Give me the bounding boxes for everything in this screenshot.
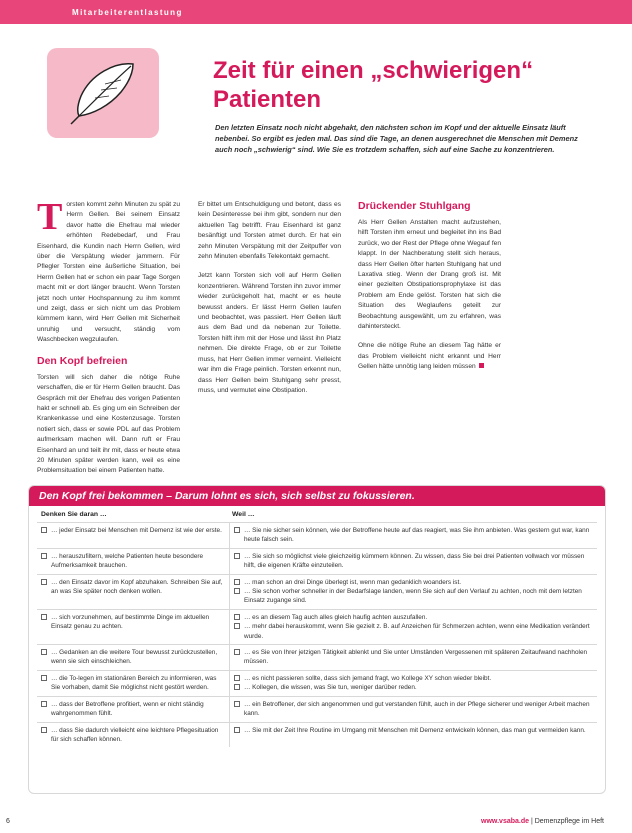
footer xyxy=(481,818,604,825)
checkbox-icon[interactable] xyxy=(234,727,240,733)
checklist-item-text: … Gedanken an die weitere Tour bewusst zurückzustellen, wenn sie sich einschleichen. xyxy=(51,649,218,666)
checklist-cell-right xyxy=(229,697,597,722)
checklist-item xyxy=(234,726,593,735)
checkbox-icon[interactable] xyxy=(234,649,240,655)
checklist-item-text: … den Einsatz davor im Kopf abzuhaken. Schreiben Sie auf, an was Sie später noch denken wollen. xyxy=(51,578,223,596)
checklist-item xyxy=(234,578,593,587)
checklist-item xyxy=(234,526,593,545)
checklist-item xyxy=(234,622,593,641)
checklist-cell-left xyxy=(37,610,229,644)
section-heading: Den Kopf befreien xyxy=(37,354,128,367)
section-kicker: Mitarbeiterentlastung xyxy=(72,8,183,17)
checklist-item-text: … es nicht passieren sollte, dass sich jemand fragt, wo Kollege XY schon wieder bleibt. xyxy=(244,674,492,682)
footer-publication: Demenzpflege im Heft xyxy=(534,818,604,825)
checklist-title: Den Kopf frei bekommen – Darum lohnt es sich, sich selbst zu fokussieren. xyxy=(39,490,415,502)
paragraph: Torsten will sich daher die nötige Ruhe verschaffen, die er für Herrn Gellen braucht. Das Gespräch mit der Ehefrau des vorigen Patienten hakt er schnell ab. Es ging um ein Schreiben der Krankenkasse und eine Kostenzusage. Torsten notiert sich, dass er sowie PDL auf das Problem aufmerksam machen will. Dann ruft er Frau Eisenhard an und teilt ihr mit, dass er heute etwa 20 Minuten später werden kann, weil es eine Problemsituation bei einem Patienten hatte. xyxy=(37,373,180,475)
column-header-right: Weil … xyxy=(232,511,255,518)
checklist-item xyxy=(41,526,225,535)
checklist-row xyxy=(37,574,597,609)
checklist-cell-left xyxy=(37,575,229,609)
checkbox-icon[interactable] xyxy=(41,727,47,733)
checklist-item xyxy=(234,674,593,683)
header-bar xyxy=(0,0,632,24)
checklist-item xyxy=(234,700,593,719)
paragraph xyxy=(358,341,501,372)
checklist-rows xyxy=(37,522,597,747)
checklist-item-text: … Sie sich so möglichst viele gleichzeitig kümmern können. Zu wissen, dass Sie bei drei Patienten vollwach vor müssen hilft, die eigenen Kräfte einzuteilen. xyxy=(244,552,585,570)
checklist-cell-right xyxy=(229,645,597,670)
checklist-row xyxy=(37,722,597,748)
checklist-item xyxy=(41,700,225,719)
article-column-2 xyxy=(198,200,341,405)
checklist-item xyxy=(234,648,593,667)
checklist-item xyxy=(234,587,593,606)
checkbox-icon[interactable] xyxy=(234,701,240,707)
checklist-row xyxy=(37,548,597,574)
checklist-item-text: … Sie mit der Zeit Ihre Routine im Umgang mit Menschen mit Demenz entwickeln können, das man gut vermeiden kann. xyxy=(244,726,586,734)
checklist-cell-left xyxy=(37,549,229,574)
article-column-1 xyxy=(37,196,180,486)
checklist-item-text: … man schon an drei Dinge überlegt ist, wenn man gedanklich woanders ist. xyxy=(244,578,462,586)
drop-cap: T xyxy=(37,196,63,238)
checkbox-icon[interactable] xyxy=(234,553,240,559)
article-title: Zeit für einen „schwierigen“ Patienten xyxy=(213,57,534,113)
section-heading: Drückender Stuhlgang xyxy=(358,200,471,212)
paragraph: Als Herr Gellen Anstalten macht aufzustehen, hilft Torsten ihm erneut und begleitet ihn ins Bad zurück, wo der Rest der Pflege ohne Wegauf fen klappt. In der Nachberatung stellt sich heraus, dass Herr Gellen öfter harten Stuhlgang hat und Laxativa stieg. Wenn der Drang groß ist. Mit einer gezielten Obstipationsprophylaxe ist das Problem am Ende gelöst. Torsten hat sich die Situation des Weglaufens geteilt zur Beobachtung ausgewählt, um zu erfahren, was dahintersteckt. xyxy=(358,219,501,331)
checklist-cell-left xyxy=(37,697,229,722)
checklist-item-text: … dass Sie dadurch vielleicht eine leichtere Pflegesituation für sich schaffen können. xyxy=(51,726,219,743)
checklist-row xyxy=(37,696,597,722)
checklist-cell-left xyxy=(37,671,229,696)
checklist-item xyxy=(234,613,593,622)
checklist-item-text: … es an diesem Tag auch alles gleich haufig achten auszufallen. xyxy=(244,613,428,621)
checklist-cell-right xyxy=(229,671,597,696)
checkbox-icon[interactable] xyxy=(41,675,47,681)
paragraph xyxy=(37,196,180,346)
footer-separator: | xyxy=(530,818,535,825)
paragraph: Er bittet um Entschuldigung und betont, dass es kein Desinteresse bei ihm gibt, sondern nur den aktuellen Tag betrifft. Frau Eisenhard ist ganz besänftigt und Torsten atmet durch. Er hat ein zehn Minuten Verspätung mit der Zeitpuffer von zehn Minuten ebenfalls Telekontakt gemacht. xyxy=(198,201,341,261)
checkbox-icon[interactable] xyxy=(234,588,240,594)
checkbox-icon[interactable] xyxy=(234,527,240,533)
checklist-cell-left xyxy=(37,523,229,548)
checklist-cell-right xyxy=(229,723,597,748)
checklist-item xyxy=(234,683,593,692)
checklist-item xyxy=(41,578,225,597)
checklist-cell-right xyxy=(229,523,597,548)
checklist-item xyxy=(41,552,225,571)
checklist-item-text: … Kollegen, die wissen, was Sie tun, weniger darüber reden. xyxy=(244,684,417,692)
checkbox-icon[interactable] xyxy=(41,649,47,655)
paragraph-text: Ohne die nötige Ruhe an diesem Tag hätte er das Problem vielleicht nicht erkannt und Herr Gellen hätte unnötig lang leiden müssen xyxy=(358,342,501,371)
checklist-item-text: … Sie schon vorher schneller in der Bedarfslage landen, wenn Sie sich auf den Verlauf zu achten, noch mit dem letzten Einsatz zugange sind. xyxy=(244,588,582,605)
checklist-cell-right xyxy=(229,575,597,609)
checklist-item-text: … es Sie von Ihrer jetzigen Tätigkeit ablenkt und Sie unter Umständen Vergessenen mit späteren Zeitaufwand nachholen müssen. xyxy=(244,649,588,666)
checkbox-icon[interactable] xyxy=(234,623,240,629)
checklist-item-text: … Sie nie sicher sein können, wie der Betroffene heute auf das reagiert, was Sie ihm anbieten. Was gestern gut war, kann heute falsch sein. xyxy=(244,527,590,544)
checklist-item-text: … mehr dabei herauskommt, wenn Sie gezielt z. B. auf Anzeichen für Schmerzen achten, wenn eine Medikation verändert wurde. xyxy=(244,623,590,640)
checklist-header xyxy=(29,486,605,506)
checkbox-icon[interactable] xyxy=(41,614,47,620)
checkbox-icon[interactable] xyxy=(234,675,240,681)
checklist-row xyxy=(37,670,597,696)
checklist-cell-right xyxy=(229,549,597,574)
checkbox-icon[interactable] xyxy=(234,684,240,690)
checkbox-icon[interactable] xyxy=(41,701,47,707)
checklist-row xyxy=(37,644,597,670)
column-header-left: Denken Sie daran … xyxy=(41,511,107,518)
feather-icon-box xyxy=(47,48,159,138)
article-intro: Den letzten Einsatz noch nicht abgehakt, den nächsten schon im Kopf und der aktuelle Einsatz läuft nebenbei. So ergibt es jeden mal. Das sind die Tage, an denen ausgerechnet die Menschen mit Demenz auch noch „schwierig“ sind. Wie Sie es trotzdem schaffen, sich auf eine Sache zu konzentrieren. xyxy=(215,123,578,154)
checklist-row xyxy=(37,522,597,548)
checklist-item-text: … sich vorzunehmen, auf bestimmte Dinge im aktuellen Einsatz genau zu achten. xyxy=(51,613,210,631)
article-column-3 xyxy=(358,200,501,382)
feather-icon xyxy=(65,58,141,128)
checklist-item xyxy=(41,648,225,667)
checklist-item xyxy=(41,726,225,745)
checkbox-icon[interactable] xyxy=(41,553,47,559)
checkbox-icon[interactable] xyxy=(41,527,47,533)
end-mark xyxy=(479,363,484,368)
checklist-item-text: … ein Betroffener, der sich angenommen und gut verstanden fühlt, auch in der Pflege sicherer und weniger Arbeit machen kann. xyxy=(244,700,590,718)
checkbox-icon[interactable] xyxy=(234,614,240,620)
checklist-row xyxy=(37,609,597,644)
checklist-box xyxy=(28,485,606,794)
checklist-item xyxy=(41,613,225,632)
checkbox-icon[interactable] xyxy=(234,579,240,585)
checklist-item xyxy=(234,552,593,571)
page-number: 6 xyxy=(6,818,10,825)
checklist-item-text: … herauszufiltern, welche Patienten heute besondere Aufmerksamkeit brauchen. xyxy=(51,552,204,570)
checkbox-icon[interactable] xyxy=(41,579,47,585)
checklist-item xyxy=(41,674,225,693)
paragraph: Jetzt kann Torsten sich voll auf Herrn Gellen konzentrieren. Während Torsten ihn zuvor immer wieder zurückgeholt hat, macht er es heute bewusst anders. Er lässt Herrn Gellen laufen und beobachtet, was passiert. Herr Gellen läuft aus dem Bad und da nebenan zur Toilette. Torsten hilft ihm mit der Hose und lässt ihn Platz nehmen. Die direkte Frage, ob er zur Toilette muss, hat Herr Gellen immer verneint. Vielleicht war ihm die Frage peinlich. Torsten erkennt nun, dass Herr Gellen beim Stuhlgang sehr presst, muss, und vermutet eine Obstipation. xyxy=(198,272,341,394)
checklist-item-text: … die To-legen im stationären Bereich zu informieren, was Sie vorhaben, damit Sie möglichst nicht gestört werden. xyxy=(51,674,217,692)
checklist-cell-left xyxy=(37,723,229,748)
footer-url[interactable]: www.vsaba.de xyxy=(481,818,530,825)
checklist-item-text: … dass der Betroffene profitiert, wenn er nicht ständig wahrgenommen fühlt. xyxy=(51,700,204,718)
checklist-item-text: … jeder Einsatz bei Menschen mit Demenz ist wie der erste. xyxy=(51,527,222,534)
checklist-cell-left xyxy=(37,645,229,670)
paragraph-text: orsten kommt zehn Minuten zu spät zu Herrn Gellen. Bei seinem Einsatz davor hatte die Ehefrau mal wieder erhöhten Redebedarf, und Frau Eisenhard, die Kundin nach Herrn Gellen, wird über die Verspätung wieder jammern. Für Pflegler Torsten eine äußerliche Situation, bei Herrn Gellen hat er schon ein paar Tage Sorgen macht mit er dort länger braucht. Wenn Torsten jetzt noch unter Hochspannung zu ihm kommt und zeigt, dass er sich nicht um das Problem kümmern kann, wird Herr Gellen mit Sicherheit unruhig und versucht, ständig vom Waschbecken wegzulaufen. xyxy=(37,201,180,344)
checklist-cell-right xyxy=(229,610,597,644)
